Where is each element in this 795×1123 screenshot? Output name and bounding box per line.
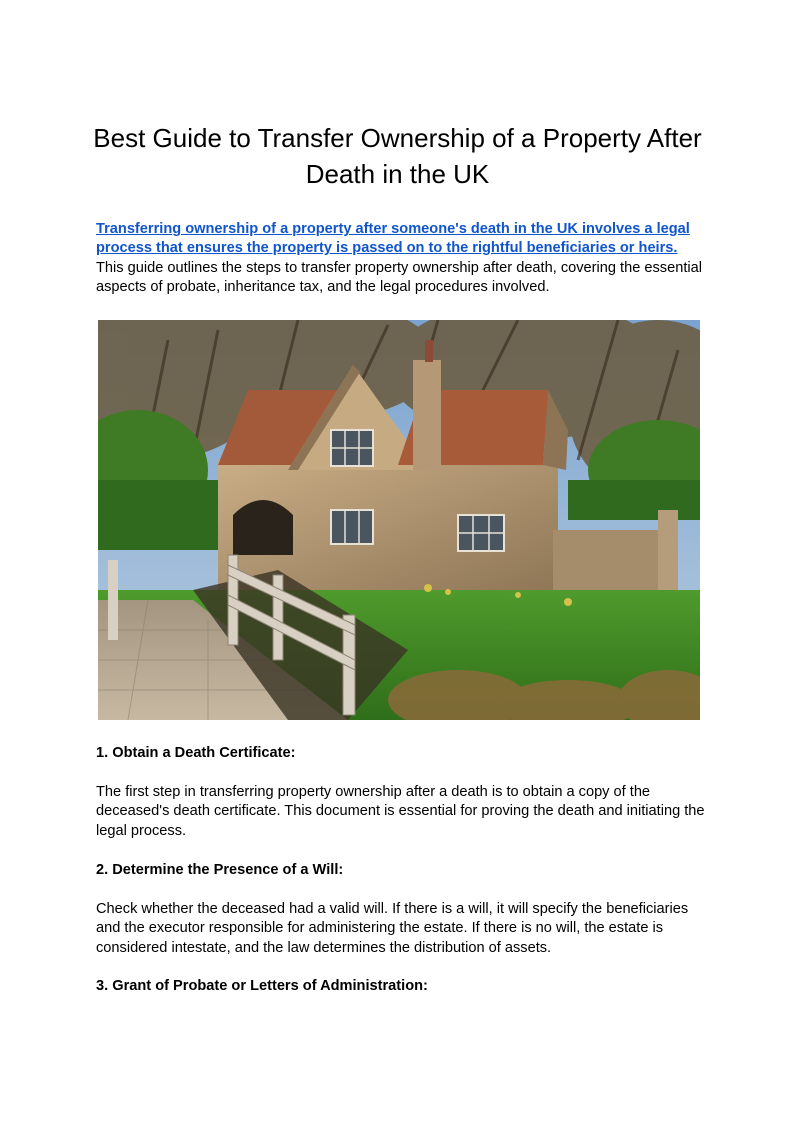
section-1-heading: 1. Obtain a Death Certificate: xyxy=(96,745,296,761)
section-1-body: The first step in transferring property ownership after a death is to obtain a copy of the deceased's death certificate. This document is essential for proving the death and initiating the legal process. xyxy=(96,784,705,839)
intro-paragraph xyxy=(96,220,706,298)
intro-body: This guide outlines the steps to transfer property ownership after death, covering the essential aspects of probate, inheritance tax, and the legal procedures involved. xyxy=(96,259,702,296)
intro-link[interactable]: Transferring ownership of a property after someone's death in the UK involves a legal process that ensures the property is passed on to the rightful beneficiaries or heirs. xyxy=(96,221,690,257)
stone-cottage-photo xyxy=(98,320,700,720)
section-2-heading: 2. Determine the Presence of a Will: xyxy=(96,862,344,878)
section-3-heading: 3. Grant of Probate or Letters of Administration: xyxy=(96,978,428,994)
section-2-body: Check whether the deceased had a valid will. If there is a will, it will specify the beneficiaries and the executor responsible for administering the estate. If there is no will, the estate is considered intestate, and the law determines the distribution of assets. xyxy=(96,901,689,956)
page-title: Best Guide to Transfer Ownership of a Property After Death in the UK xyxy=(93,123,702,189)
